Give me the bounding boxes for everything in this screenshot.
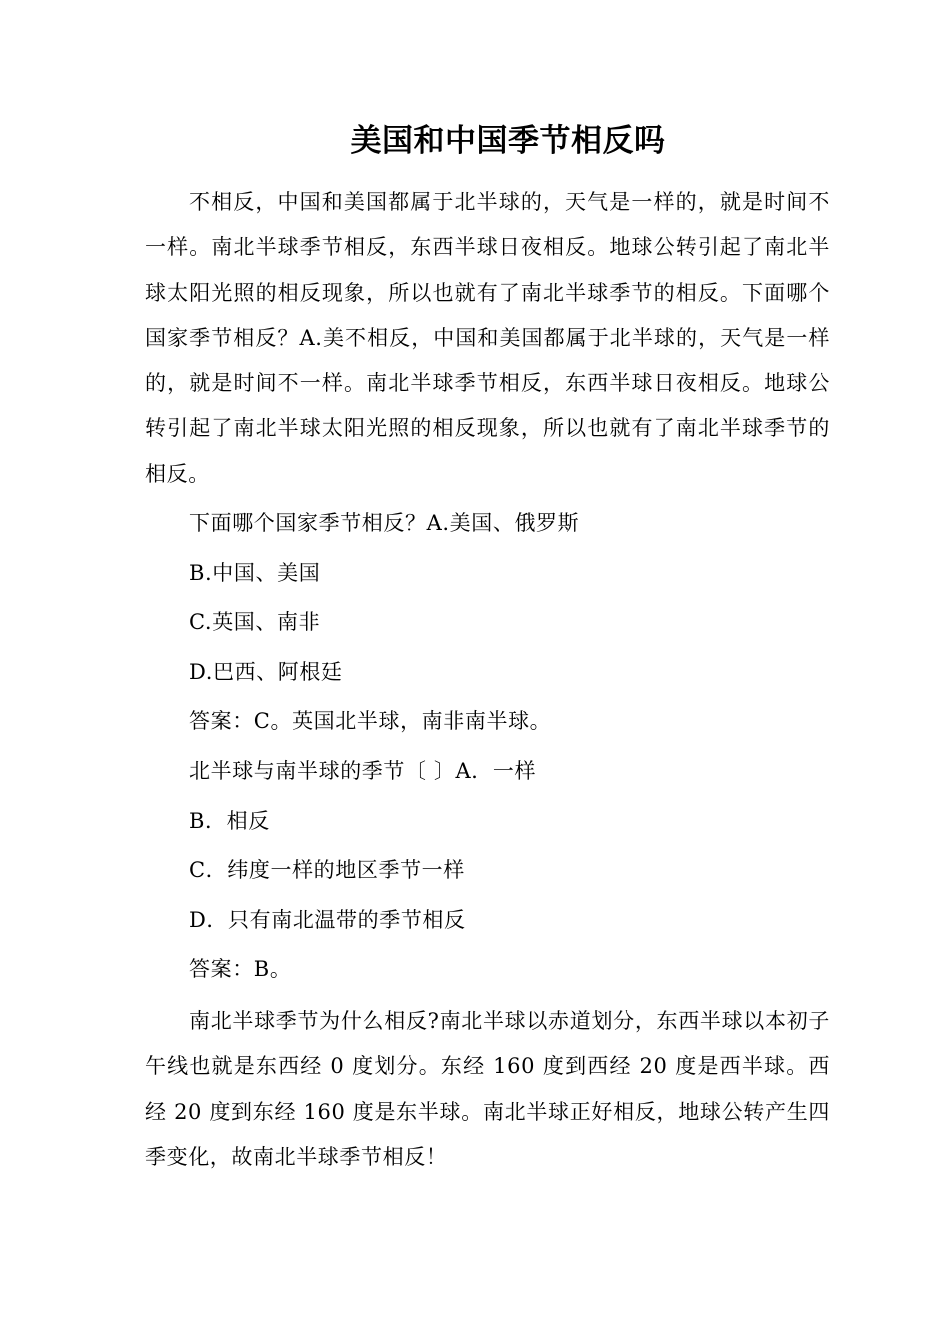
document-title: 美国和中国季节相反吗 [350, 123, 666, 159]
question-2-stem: 北半球与南半球的季节〔 〕A．一样 [189, 759, 537, 784]
question-1-option-d: D.巴西、阿根廷 [189, 659, 343, 684]
intro-paragraph: 不相反，中国和美国都属于北半球的，天气是一样的，就是时间不一样。南北半球季节相反，东西半球日夜相反。地球公转引起了南北半球太阳光照的相反现象，所以也就有了南北半球季节的相反。下面哪个国家季节相反？A.美不相反，中国和美国都属于北半球的，天气是一样的，就是时间不一样。南北半球季节相反，东西半球日夜相反。地球公转引起了南北半球太阳光照的相反现象，所以也就有了南北半球季节的相反。 [145, 190, 830, 486]
question-2-answer: 答案：B。 [189, 957, 292, 982]
question-2-option-d: D．只有南北温带的季节相反 [189, 907, 466, 932]
question-1-answer: 答案：C。英国北半球，南非南半球。 [189, 709, 552, 734]
document-body [145, 180, 830, 1180]
question-2-option-c: C．纬度一样的地区季节一样 [189, 858, 465, 883]
question-1-option-b: B.中国、美国 [189, 560, 321, 585]
question-1-option-c: C.英国、南非 [189, 610, 321, 635]
question-2-option-b: B．相反 [189, 808, 270, 833]
explanation-paragraph: 南北半球季节为什么相反?南北半球以赤道划分，东西半球以本初子午线也就是东西经 0 度划分。东经 160 度到西经 20 度是西半球。西经 20 度到东经 160 度是东半球。南北半球正好相反，地球公转产生四季变化，故南北半球季节相反！ [145, 1009, 830, 1169]
question-1-stem: 下面哪个国家季节相反？A.美国、俄罗斯 [189, 511, 580, 536]
